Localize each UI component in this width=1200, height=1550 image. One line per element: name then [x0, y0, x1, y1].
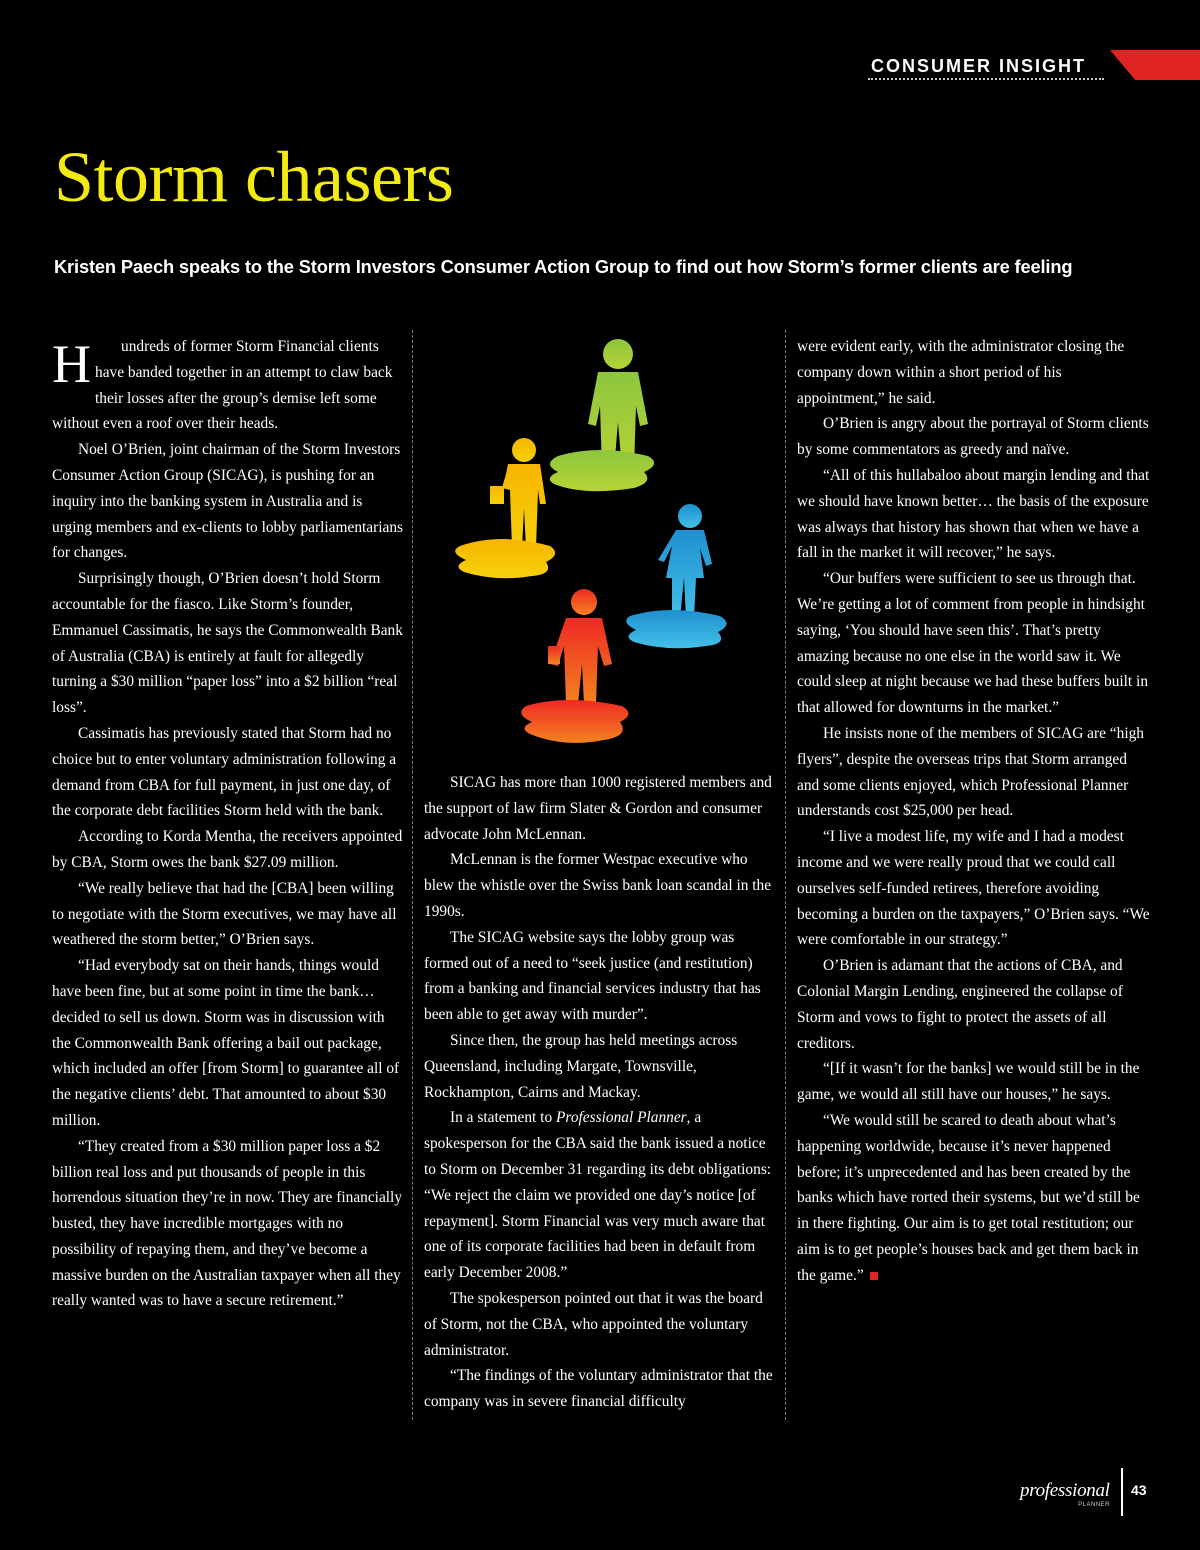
paragraph: O’Brien is adamant that the actions of CBA, and Colonial Margin Lending, engineered the collapse of Storm and vows to fight to protect the assets of all creditors. — [797, 957, 1123, 1052]
page-number: 43 — [1131, 1482, 1147, 1498]
section-tag — [868, 52, 1104, 84]
green-person-icon — [550, 339, 654, 491]
paragraph: Since then, the group has held meetings across Queensland, including Margate, Townsville, Rockhampton, Cairns and Mackay. — [424, 1031, 738, 1101]
paragraph: “The findings of the voluntary administrator that the company was in severe financial difficulty — [424, 1367, 773, 1411]
paragraph: “Had everybody sat on their hands, things would have been fine, but at some point in time the bank… decided to sell us down. Storm was in discussion with the Commonwealth Bank offering a bail out package, which included an offer [from Storm] to guarantee all of the negative clients’ debt. That amounted to about $30 million. — [52, 957, 400, 1129]
paragraph: McLennan is the former Westpac executive who blew the whistle over the Swiss bank loan scandal in the 1990s. — [424, 851, 772, 920]
red-person-icon — [521, 589, 628, 743]
paragraph: He insists none of the members of SICAG are “high flyers”, despite the overseas trips that Storm arranged and some clients enjoyed, which Professional Planner understands cost $25,000 per head. — [797, 724, 1145, 820]
article-title: Storm chasers — [54, 137, 454, 217]
footer-divider — [1121, 1468, 1123, 1516]
blue-person-icon — [626, 504, 726, 648]
publication-logo — [1020, 1478, 1116, 1508]
end-of-article-mark — [870, 1272, 878, 1280]
article-standfirst: Kristen Paech speaks to the Storm Investors Consumer Action Group to find out how Storm’s former clients are feeling — [54, 256, 1073, 277]
article-column-1 — [52, 334, 404, 1314]
logo-word: professional — [1020, 1480, 1110, 1501]
paragraph: Surprisingly though, O’Brien doesn’t hold Storm accountable for the fiasco. Like Storm’s founder, Emmanuel Cassimatis, he says the Commonwealth Bank of Australia (CBA) is entirely at fault for allegedly turning a $30 million “paper loss” into a $2 billion “real loss”. — [52, 570, 403, 717]
column-divider-2 — [785, 330, 786, 1420]
paragraph: “[If it wasn’t for the banks] we would still be in the game, we would all still have our houses,” he says. — [797, 1060, 1140, 1104]
article-column-3 — [797, 334, 1151, 1288]
paragraph: SICAG has more than 1000 registered members and the support of law firm Slater & Gordon and consumer advocate John McLennan. — [424, 774, 772, 843]
section-tag-dotted-rule — [868, 78, 1104, 80]
article-column-2 — [424, 770, 776, 1415]
red-corner-tab — [1110, 50, 1200, 80]
drop-cap: H — [52, 334, 91, 394]
publication-name: Professional Planner — [556, 1109, 687, 1127]
paragraph: According to Korda Mentha, the receivers appointed by CBA, Storm owes the bank $27.09 million. — [52, 828, 403, 871]
paragraph: O’Brien is angry about the portrayal of Storm clients by some commentators as greedy and naïve. — [797, 415, 1149, 459]
paragraph: “I live a modest life, my wife and I had a modest income and we were really proud that we could call ourselves self-funded retirees, therefore avoiding becoming a burden on the taxpayers,” O’Brien says. “We were comfortable in our strategy.” — [797, 828, 1150, 949]
paragraph: Noel O’Brien, joint chairman of the Storm Investors Consumer Action Group (SICAG), is pushing for an inquiry into the banking system in Australia and is urging members and ex-clients to lobby parliamentarians for changes. — [52, 441, 404, 562]
paragraph: “We really believe that had the [CBA] been willing to negotiate with the Storm executives, we may have all weathered the storm better,” O’Brien says. — [52, 879, 397, 949]
paragraph: The spokesperson pointed out that it was the board of Storm, not the CBA, who appointed the voluntary administrator. — [424, 1289, 763, 1359]
paragraph: In a statement to Professional Planner, a spokesperson for the CBA said the bank issued a notice to Storm on December 31 regarding its debt obligations: “We reject the claim we provided one day’s notice [of repayment]. Storm Financial was very much aware that one of its corporate facilities had been in default from early December 2008.” — [424, 1109, 772, 1282]
section-tag-label: CONSUMER INSIGHT — [871, 56, 1087, 76]
paragraph: were evident early, with the administrator closing the company down within a short period of his appointment,” he said. — [797, 338, 1125, 407]
paragraph: The SICAG website says the lobby group was formed out of a need to “seek justice (and restitution) from a banking and financial services industry that has been able to get away with murder”. — [424, 928, 761, 1024]
yellow-person-icon — [455, 438, 555, 578]
column-divider-1 — [412, 330, 413, 1420]
paragraph: Cassimatis has previously stated that Storm had no choice but to enter voluntary administration following a demand from CBA for full payment, in just one day, of the corporate debt facilities Storm held with the bank. — [52, 724, 397, 820]
paragraph: “They created from a $30 million paper loss a $2 billion real loss and put thousands of people in this horrendous situation they’re in now. They are financially busted, they have incredible mortgages with no possibility of repaying them, and they’ve become a massive burden on the Australian taxpayer when all they really wanted was to have a secure retirement.” — [52, 1137, 403, 1310]
paragraph: “All of this hullabaloo about margin lending and that we should have known better… the basis of the exposure was always that history has shown that when we have a fall in the market it will recover,” he says. — [797, 466, 1150, 562]
logo-sub: PLANNER — [1078, 1502, 1110, 1508]
paragraph: “Our buffers were sufficient to see us through that. We’re getting a lot of comment from people in hindsight saying, ‘You should have seen this’. That’s pretty amazing because no one else in the world saw it. We could sleep at night because we had these buffers built in that allowed for downturns in the market.” — [797, 570, 1149, 717]
paragraph: “We would still be scared to death about what’s happening worldwide, because it’s never happened before; it’s unprecedented and has been created by the banks which have rorted their systems, but we’d still be in there fighting. Our aim is to get total restitution; our aim is to get people’s houses back and get them back in the game.” — [797, 1111, 1140, 1284]
paragraph: H undreds of former Storm Financial clients have banded together in an attempt to claw back their losses after the group’s demise left some without even a roof over their heads. — [52, 334, 404, 437]
puzzle-people-silhouettes-icon — [440, 326, 760, 766]
